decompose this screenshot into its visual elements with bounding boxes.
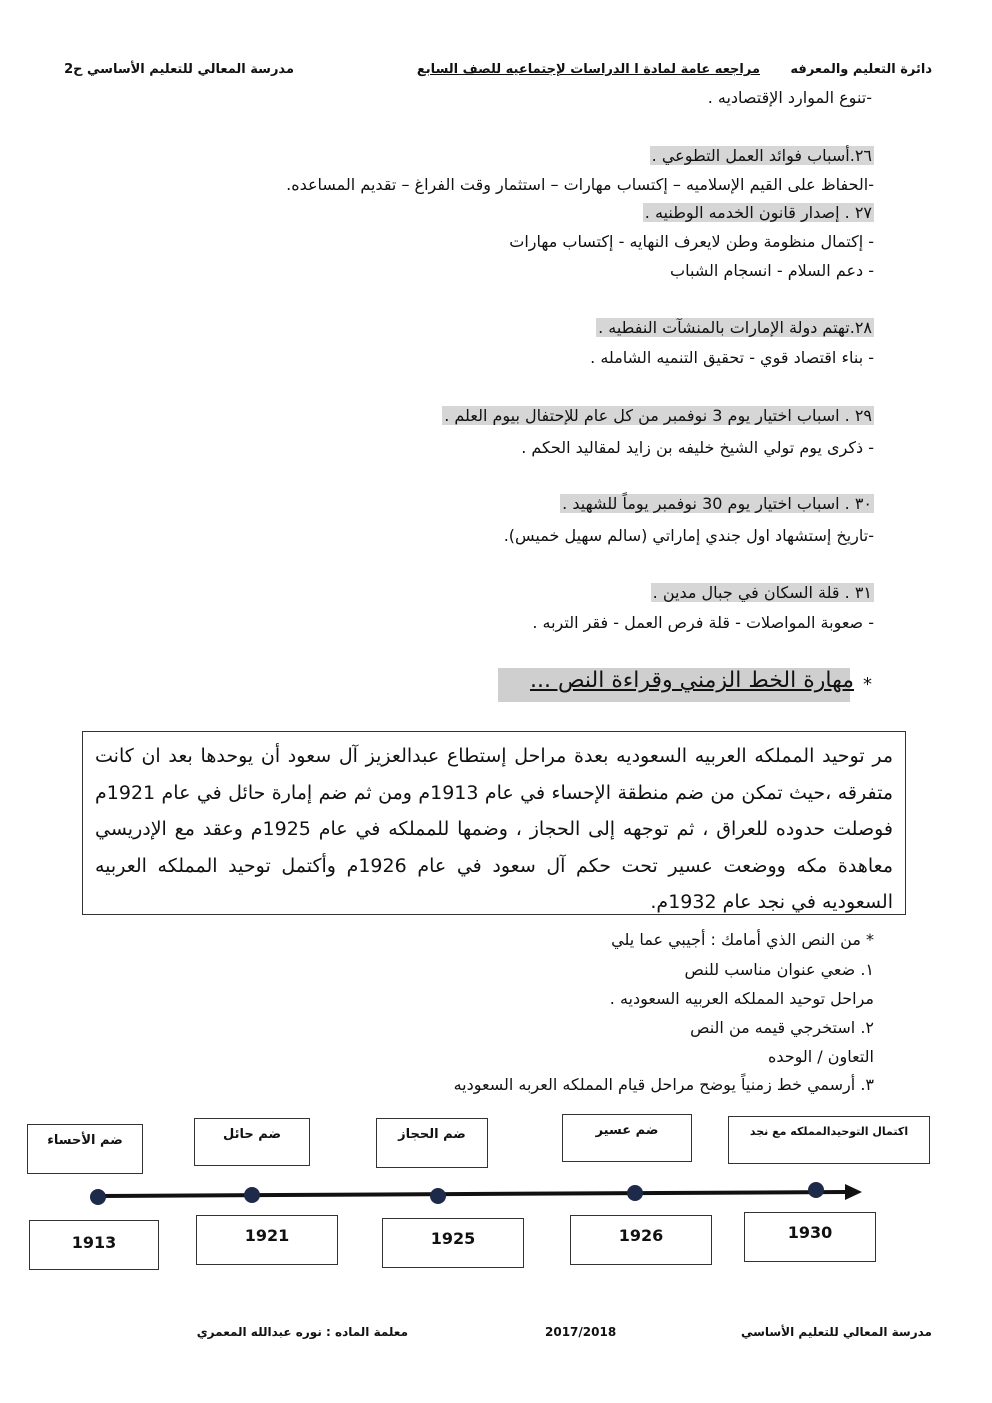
question-26 [650,146,874,165]
timeline-dot-1930 [808,1182,824,1198]
timeline-event-box: ضم الأحساء [27,1124,143,1174]
timeline-dot-1925 [430,1188,446,1204]
answer-30: -تاريخ إستشهاد اول جندي إماراتي (سالم سهيل خميس). [503,526,874,545]
question-31 [651,583,874,602]
answer-31: - صعوبة المواصلات - قلة فرص العمل - فقر التربه . [532,613,874,632]
line-economic-resources: -تنوع الموارد الإقتصاديه . [707,88,872,107]
answer-27b: - دعم السلام - انسجام الشباب [670,261,874,280]
timeline-year-box: 1925 [382,1218,524,1268]
header-directorate: دائرة التعليم والمعرفه [790,62,932,77]
timeline-dot-1921 [244,1187,260,1203]
footer-school: مدرسة المعالي للتعليم الأساسي [740,1325,932,1339]
question-31-text: ٣١ . قلة السكان في جبال مدين . [652,583,872,602]
questions-intro: * من النص الذي أمامك : أجيبي عما يلي [611,930,874,949]
timeline-year-box: 1926 [570,1215,712,1265]
timeline-year-box: 1921 [196,1215,338,1265]
reading-passage: مر توحيد المملكه العربيه السعوديه بعدة مراحل إستطاع عبدالعزيز آل سعود أن يوحدها بعد ان كانت متفرقه ،حيث تمكن من ضم منطقة الإحساء في عام 1913م ومن ثم ضم إمارة حائل في عام 1921م فوصلت حدوده للعراق ، ثم توجهه إلى الحجاز ، وضمها للمملكه في عام 1925م وعقد مع الإدريسي معاهدة مكه ووضعت عسير تحت حكم آل سعود في عام 1926م وأكتمل توحيد المملكه العربيه السعوديه في نجد عام 1932م. [82,731,906,915]
header-title: مراجعه عامة لمادة ا الدراسات لإجتماعيه للصف السابع [416,62,760,77]
section-star: * [863,674,872,695]
answer-28: - بناء اقتصاد قوي - تحقيق التنميه الشامله . [590,348,874,367]
question-26-text: ٢٦.أسباب فوائد العمل التطوعي . [651,146,872,165]
timeline-year-box: 1913 [29,1220,159,1270]
question-27 [643,203,874,222]
timeline-dot-1926 [627,1185,643,1201]
answer-26: -الحفاظ على القيم الإسلاميه – إكتساب مهارات – استثمار وقت الفراغ – تقديم المساعده. [286,175,874,194]
answer-29: - ذكرى يوم تولي الشيخ خليفه بن زايد لمقاليد الحكم . [521,438,874,457]
question-29-text: ٢٩ . اسباب اختيار يوم 3 نوفمبر من كل عام للإحتفال بيوم العلم . [444,406,872,425]
question-2: ٢. استخرجي قيمه من النص [690,1018,874,1037]
header-school: مدرسة المعالي للتعليم الأساسي ح2 [64,62,294,77]
timeline-event-box: ضم حائل [194,1118,310,1166]
timeline-event-box: ضم عسير [562,1114,692,1162]
answer-27a: - إكتمال منظومة وطن لايعرف النهايه - إكتساب مهارات [509,232,874,251]
answer-2: التعاون / الوحده [767,1047,874,1066]
question-28 [596,318,874,337]
question-30-text: ٣٠ . اسباب اختيار يوم 30 نوفمبر يوماً للشهيد . [562,494,872,513]
answer-1: مراحل توحيد المملكه العربيه السعوديه . [609,989,874,1008]
question-30 [560,494,874,513]
timeline-event-box: ضم الحجاز [376,1118,488,1168]
section-title: مهارة الخط الزمني وقراءة النص ... [529,668,854,693]
timeline-line [97,1192,845,1196]
question-29 [442,406,874,425]
timeline-arrowhead [845,1184,862,1200]
question-3: ٣. أرسمي خط زمنياً يوضح مراحل قيام المملكه العربه السعوديه [453,1075,874,1094]
question-28-text: ٢٨.تهتم دولة الإمارات بالمنشآت النفطيه . [598,318,872,337]
question-27-text: ٢٧ . إصدار قانون الخدمه الوطنيه . [644,203,872,222]
timeline-dot-1913 [90,1189,106,1205]
footer-teacher: معلمة الماده : نوره عبدالله المعمري [196,1325,408,1339]
timeline-event-box: اكتمال التوحيدالمملكه مع نجد [728,1116,930,1164]
footer-year: 2017/2018 [545,1325,617,1339]
timeline-year-box: 1930 [744,1212,876,1262]
question-1: ١. ضعي عنوان مناسب للنص [684,960,874,979]
